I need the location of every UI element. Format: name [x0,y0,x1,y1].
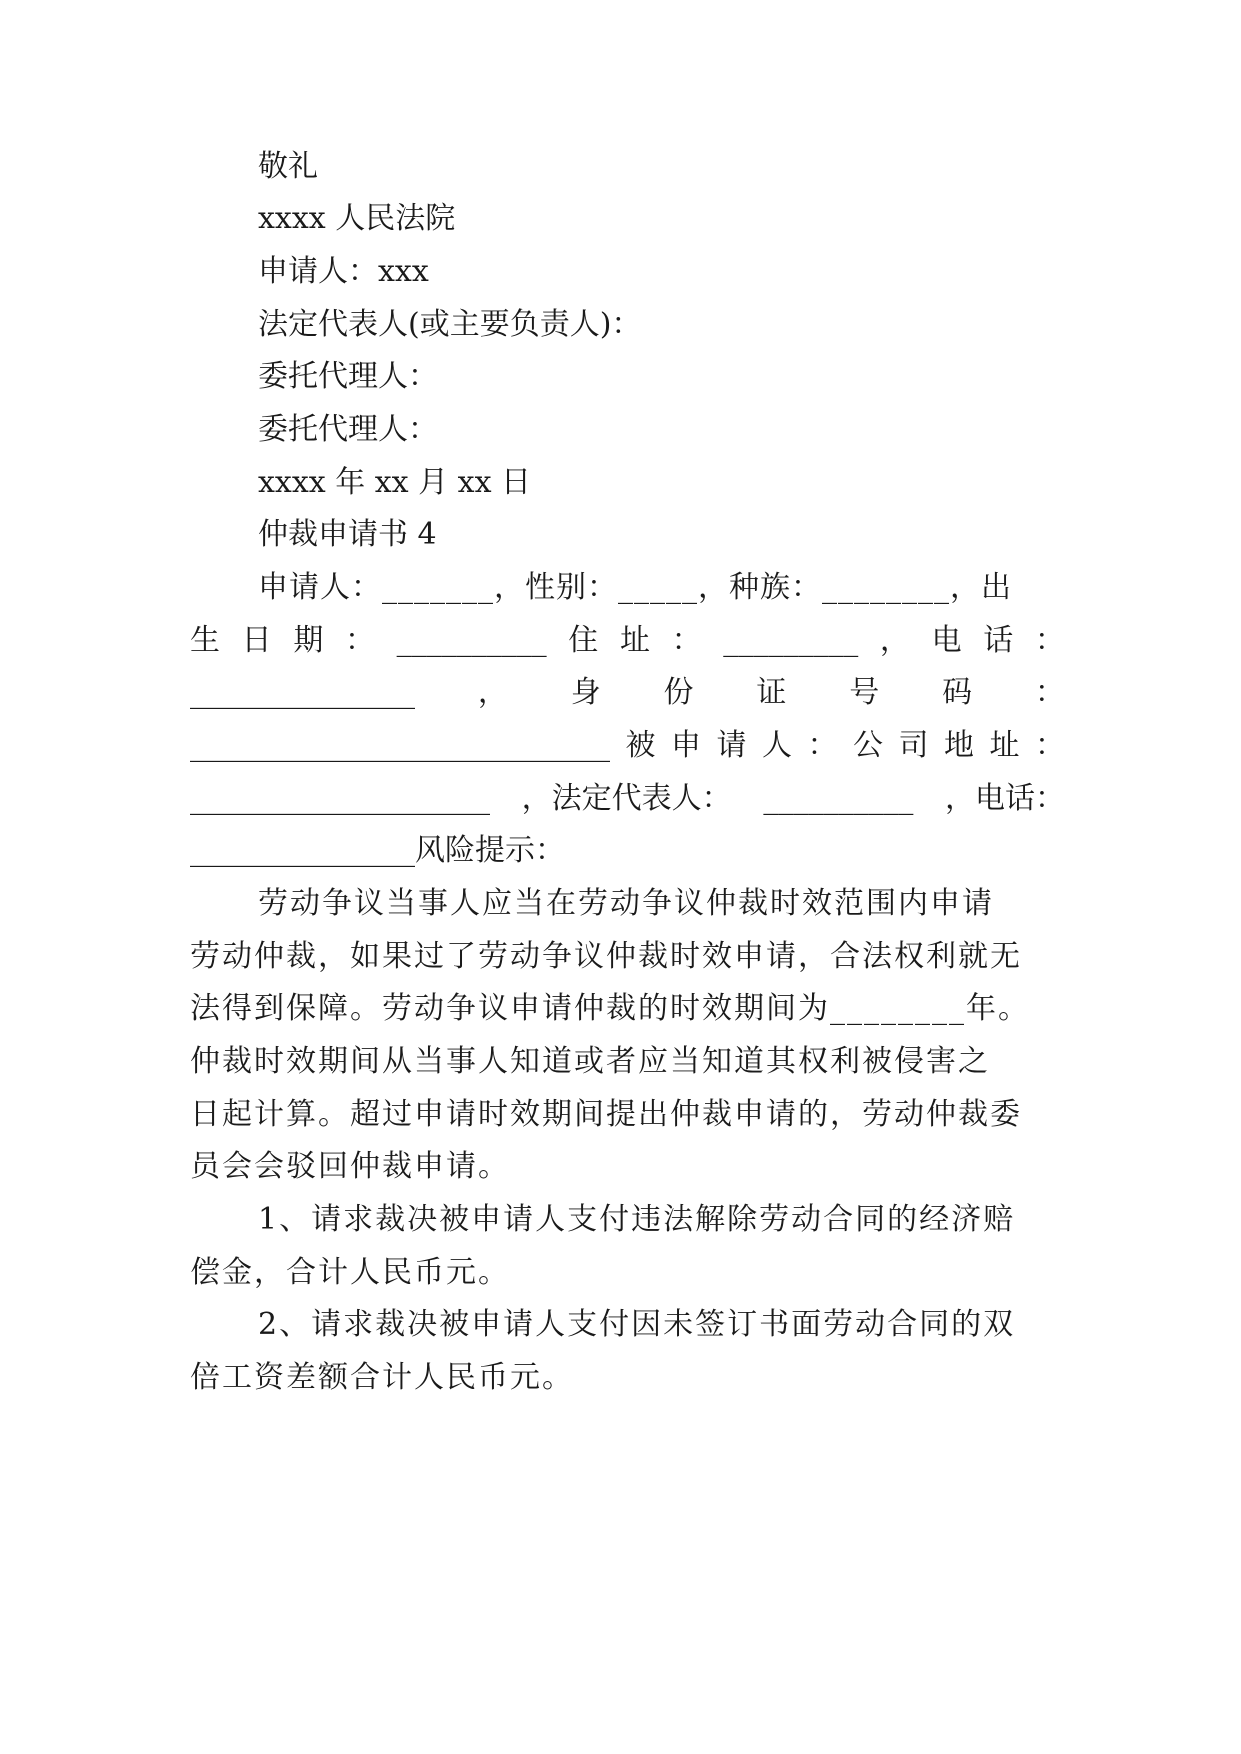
agent-line-2: 委托代理人： [258,412,438,447]
applicant-info-line: 申请人：_______，性别：_____，种族：________，出 [258,570,1012,605]
risk-paragraph-line-1: 劳动争议当事人应当在劳动争议仲裁时效范围内申请 [258,886,994,921]
section-title: 仲裁申请书 4 [258,517,437,552]
id-number-line: _______________ ， 身 份 证 号 码 ： [190,675,1065,710]
claim-2-line-1: 2、请求裁决被申请人支付因未签订书面劳动合同的双 [258,1307,1016,1342]
risk-paragraph-line-4: 仲裁时效期间从当事人知道或者应当知道其权利被侵害之 [190,1044,990,1079]
claim-1-line-2: 偿金，合计人民币元。 [190,1255,510,1290]
risk-notice-heading: _______________风险提示： [190,833,565,868]
respondent-address-line: ____________________________ 被 申 请 人 ： 公 司 地 址 ： [190,728,1065,763]
legal-representative-line: 法定代表人(或主要负责人)： [258,307,642,342]
risk-paragraph-line-5: 日起计算。超过申请时效期间提出仲裁申请的，劳动仲裁委 [190,1097,1022,1132]
respondent-representative-line: ____________________ ，法定代表人： __________ ，电话： [190,781,1065,816]
agent-line-1: 委托代理人： [258,359,438,394]
birth-address-phone-line: 生 日 期 ： __________ 住 址 ： _________ ， 电 话 ： [190,623,1065,658]
risk-paragraph-line-2: 劳动仲裁，如果过了劳动争议仲裁时效申请，合法权利就无 [190,939,1022,974]
applicant-line: 申请人：xxx [258,254,429,289]
date-line: xxxx 年 xx 月 xx 日 [258,465,532,500]
court-name: xxxx 人民法院 [258,201,456,236]
claim-1-line-1: 1、请求裁决被申请人支付违法解除劳动合同的经济赔 [258,1202,1016,1237]
closing-salutation: 敬礼 [258,149,318,184]
risk-paragraph-line-6: 员会会驳回仲裁申请。 [190,1149,510,1184]
claim-2-line-2: 倍工资差额合计人民币元。 [190,1360,574,1395]
risk-paragraph-line-3: 法得到保障。劳动争议申请仲裁的时效期间为________年。 [190,991,1030,1026]
